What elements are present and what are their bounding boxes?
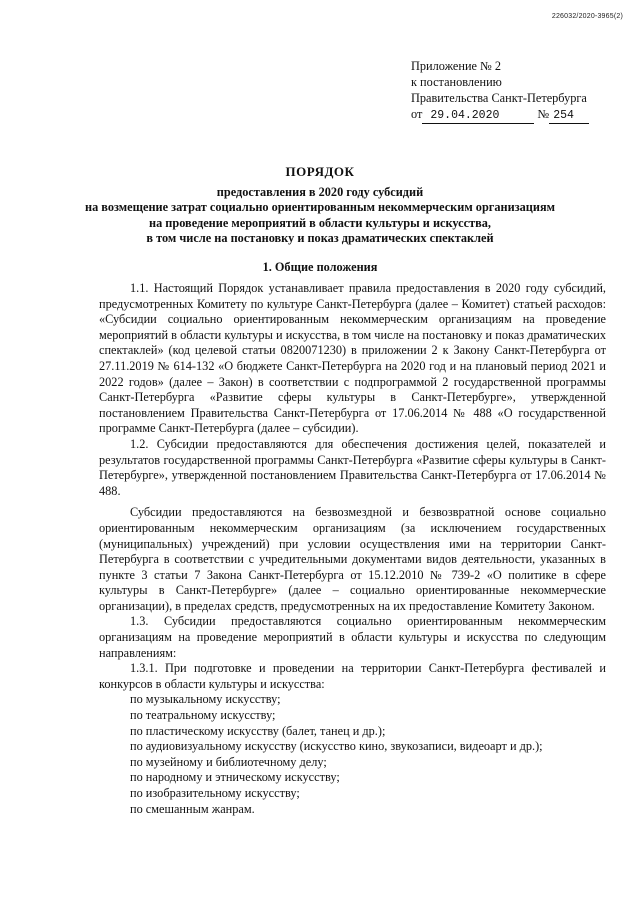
title-line-3: на проведение мероприятий в области культуры и искусства, xyxy=(148,215,491,230)
document-number: 226032/2020-3965(2) xyxy=(551,13,623,20)
list-item: по музыкальному искусству; xyxy=(130,692,281,707)
appendix-date-line xyxy=(411,106,626,124)
paragraph-1-1: 1.1. Настоящий Порядок устанавливает правила предоставления в 2020 году субсидий, предусмотренных Комитету по культуре Санкт-Петербурга (далее – Комитет) статьей расходов: «Субсидии социально ориентированным некоммерческим организациям на проведение мероприятий в области культуры и искусства, в том числе на постановку и показ драматических спектаклей» (код целевой статьи 0820071230) в приложении 2 к Закону Санкт-Петербурга от 27.11.2019 № 614-132 «О бюджете Санкт-Петербурга на 2020 год и на плановый период 2021 и 2022 годов» (далее – Закон) в соответствии с подпрограммой 2 государственной программы Санкт-Петербурга «Развитие сферы культуры в Санкт-Петербурге», утвержденной постановлением Правительства Санкт-Петербурга от 17.06.2014 № 488 «О государственной программе Санкт-Петербурга (далее – субсидии). xyxy=(99,281,606,436)
list-item: по музейному и библиотечному делу; xyxy=(130,754,327,769)
appendix-line-2: к постановлению xyxy=(411,75,502,89)
title-main: ПОРЯДОК xyxy=(285,164,355,179)
list-item: по народному и этническому искусству; xyxy=(130,770,340,785)
resolution-number: 254 xyxy=(549,109,589,124)
appendix-block xyxy=(411,58,626,124)
paragraph-1-2: 1.2. Субсидии предоставляются для обеспечения достижения целей, показателей и результатов государственной программы Санкт-Петербурга «Развитие сферы культуры в Санкт-Петербурге», утвержденной постановлением Правительства Санкт-Петербурга от 17.06.2014 № 488. xyxy=(99,436,606,498)
section-heading: 1. Общие положения xyxy=(262,260,378,274)
document-body xyxy=(99,281,606,817)
title-line-1: предоставления в 2020 году субсидий xyxy=(216,184,424,199)
list-item: по пластическому искусству (балет, танец и др.); xyxy=(130,723,386,738)
directions-list xyxy=(99,692,606,817)
paragraph-1-3: 1.3. Субсидии предоставляются социально ориентированным некоммерческим организациям на проведение мероприятий в области культуры и искусства по следующим направлениям: xyxy=(99,614,606,660)
paragraph-1-3-1: 1.3.1. При подготовке и проведении на территории Санкт-Петербурга фестивалей и конкурсов в области культуры и искусства: xyxy=(99,661,606,691)
number-prefix: № xyxy=(537,107,550,121)
list-item: по смешанным жанрам. xyxy=(130,801,255,816)
list-item: по аудиовизуальному искусству (искусство кино, звукозаписи, видеоарт и др.); xyxy=(130,739,543,754)
title-line-4: в том числе на постановку и показ драматических спектаклей xyxy=(146,231,494,245)
title-line-2: на возмещение затрат социально ориентированным некоммерческим организациям xyxy=(84,200,555,214)
date-prefix: от xyxy=(411,107,423,121)
appendix-line-1: Приложение № 2 xyxy=(411,59,502,73)
document-title xyxy=(0,164,640,247)
resolution-date: 29.04.2020 xyxy=(422,109,534,124)
list-item: по театральному искусству; xyxy=(130,708,276,723)
appendix-line-3: Правительства Санкт-Петербурга xyxy=(411,91,587,105)
paragraph-1-2-continued: Субсидии предоставляются на безвозмездной и безвозвратной основе социально ориентированным некоммерческим организациям (за исключением государственных (муниципальных) учреждений) при условии осуществления ими на территории Санкт-Петербурга в соответствии с учредительными документами видов деятельности, указанных в пункте 3 статьи 7 Закона Санкт-Петербурга от 15.12.2010 № 739-2 «О политике в сфере культуры в Санкт-Петербурге» (далее – социально ориентированные некоммерческие организации), в пределах средств, предусмотренных на их предоставление Комитету Законом. xyxy=(99,505,606,613)
list-item: по изобразительному искусству; xyxy=(130,786,300,800)
